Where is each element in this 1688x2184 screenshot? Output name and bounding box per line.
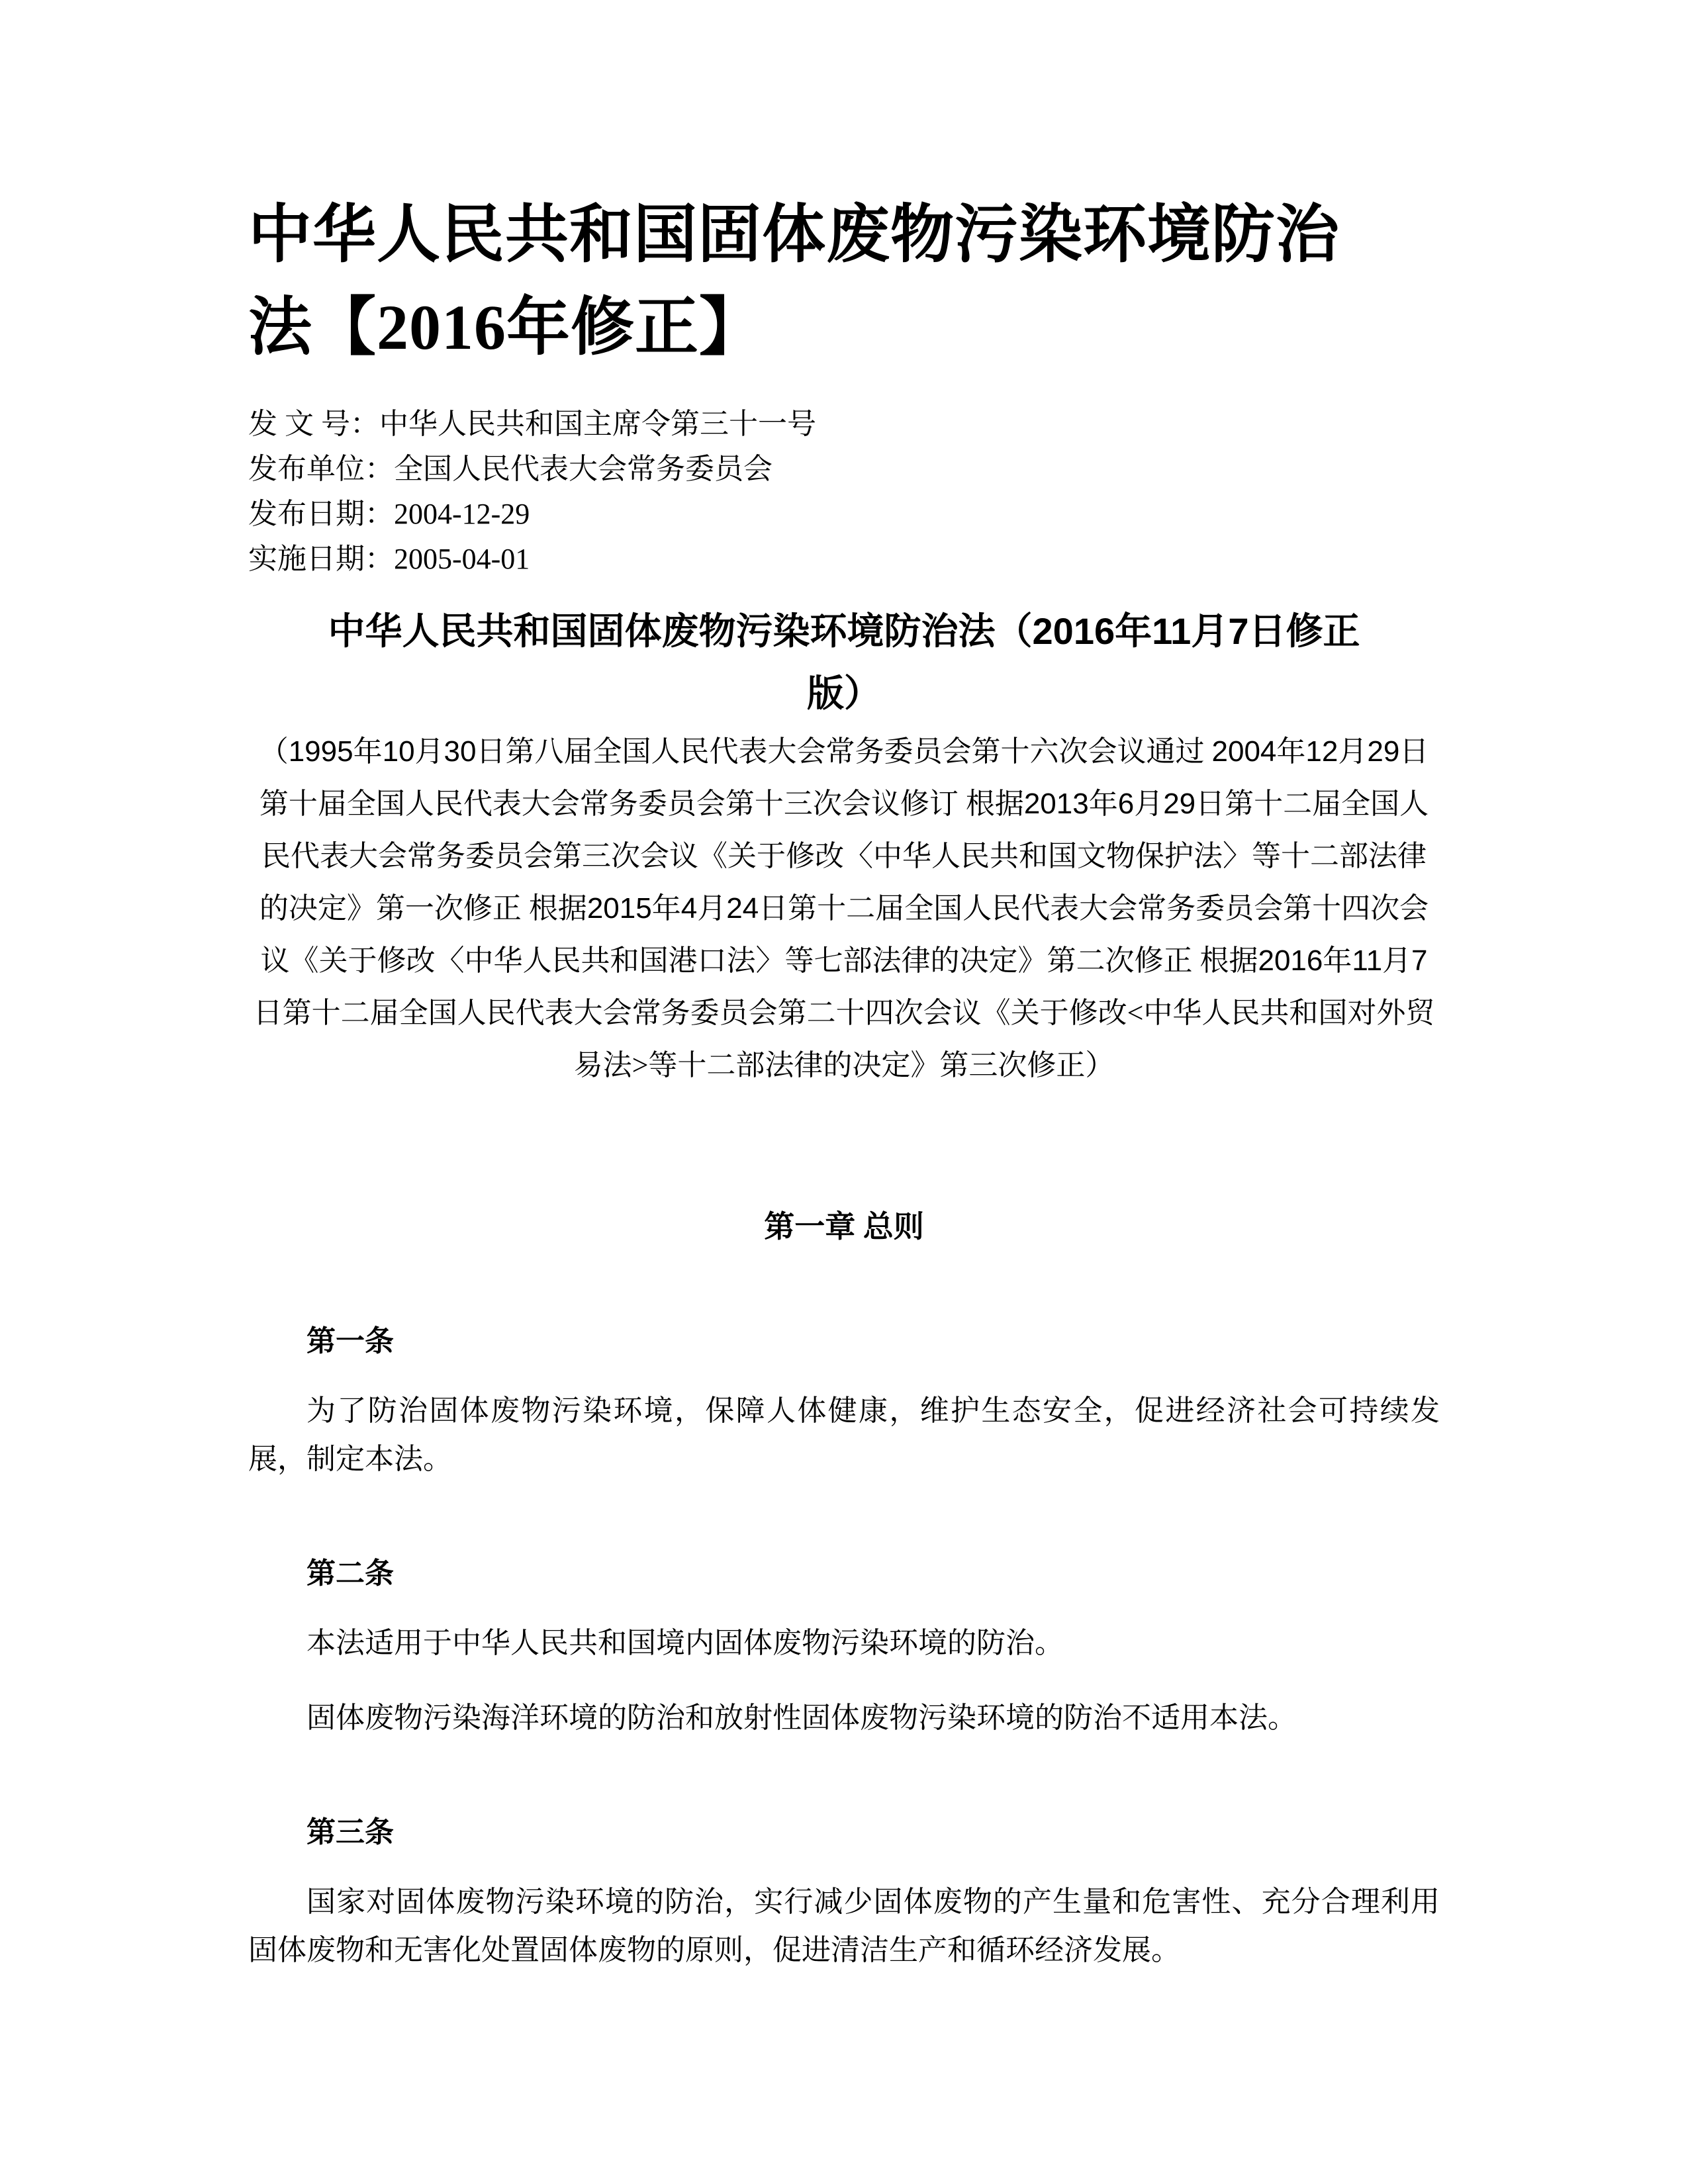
document-title-line: 中华人民共和国固体废物污染环境防治 [248,199,1340,270]
document-subtitle-line: 中华人民共和国固体废物污染环境防治法（2016年11月7日修正 [328,610,1360,653]
meta-value: 全国人民代表大会常务委员会 [394,453,773,485]
chapter-heading: 第一章 总则 [764,1210,924,1244]
meta-row-issuing-body [248,447,1440,492]
meta-label: 发 文 号 [248,408,350,440]
article-number: 第二条 [306,1557,394,1590]
document-meta [248,402,1440,582]
article-paragraph: 本法适用于中华人民共和国境内固体废物污染环境的防治。 [306,1627,1064,1659]
meta-separator: ： [350,408,379,440]
meta-value: 中华人民共和国主席令第三十一号 [379,408,816,440]
article-paragraph: 固体废物污染海洋环境的防治和放射性固体废物污染环境的防治不适用本法。 [306,1702,1297,1734]
meta-separator: ： [365,453,394,485]
meta-row-issue-date [248,492,1440,537]
article-number: 第三条 [306,1816,394,1848]
meta-row-document-number [248,402,1440,447]
meta-label: 发布日期 [248,498,365,530]
document-title-line: 法【2016年修正】 [248,292,763,363]
article-paragraph: 为了防治固体废物污染环境，保障人体健康，维护生态安全，促进经济社会可持续发展，制定本法。 [248,1394,1440,1475]
meta-value: 2005-04-01 [394,543,530,575]
document-subtitle-line: 版） [807,674,881,715]
meta-separator: ： [365,498,394,530]
meta-label: 实施日期 [248,543,365,575]
article-number: 第一条 [306,1325,394,1357]
document-title [248,189,1440,374]
document-subtitle [248,600,1440,725]
meta-separator: ： [365,543,394,575]
article-paragraph: 国家对固体废物污染环境的防治，实行减少固体废物的产生量和危害性、充分合理利用固体废物和无害化处置固体废物的原则，促进清洁生产和循环经济发展。 [248,1886,1440,1966]
meta-value: 2004-12-29 [394,498,530,530]
meta-label: 发布单位 [248,453,365,485]
meta-row-effective-date [248,537,1440,582]
revision-history-note: （1995年10月30日第八届全国人民代表大会常务委员会第十六次会议通过 2004年12月29日第十届全国人民代表大会常务委员会第十三次会议修订 根据2013年6月29日第十二届全国人民代表大会常务委员会第三次会议《关于修改〈中华人民共和国文物保护法〉等十二部法律的决定》第一次修正 根据2015年4月24日第十二届全国人民代表大会常务委员会第十四次会议《关于修改〈中华人民共和国港口法〉等七部法律的决定》第二次修正 根据2016年11月7日第十二届全国人民代表大会常务委员会第二十四次会议《关于修改<中华人民共和国对外贸易法>等十二部法律的决定》第三次修正） [253,735,1435,1081]
